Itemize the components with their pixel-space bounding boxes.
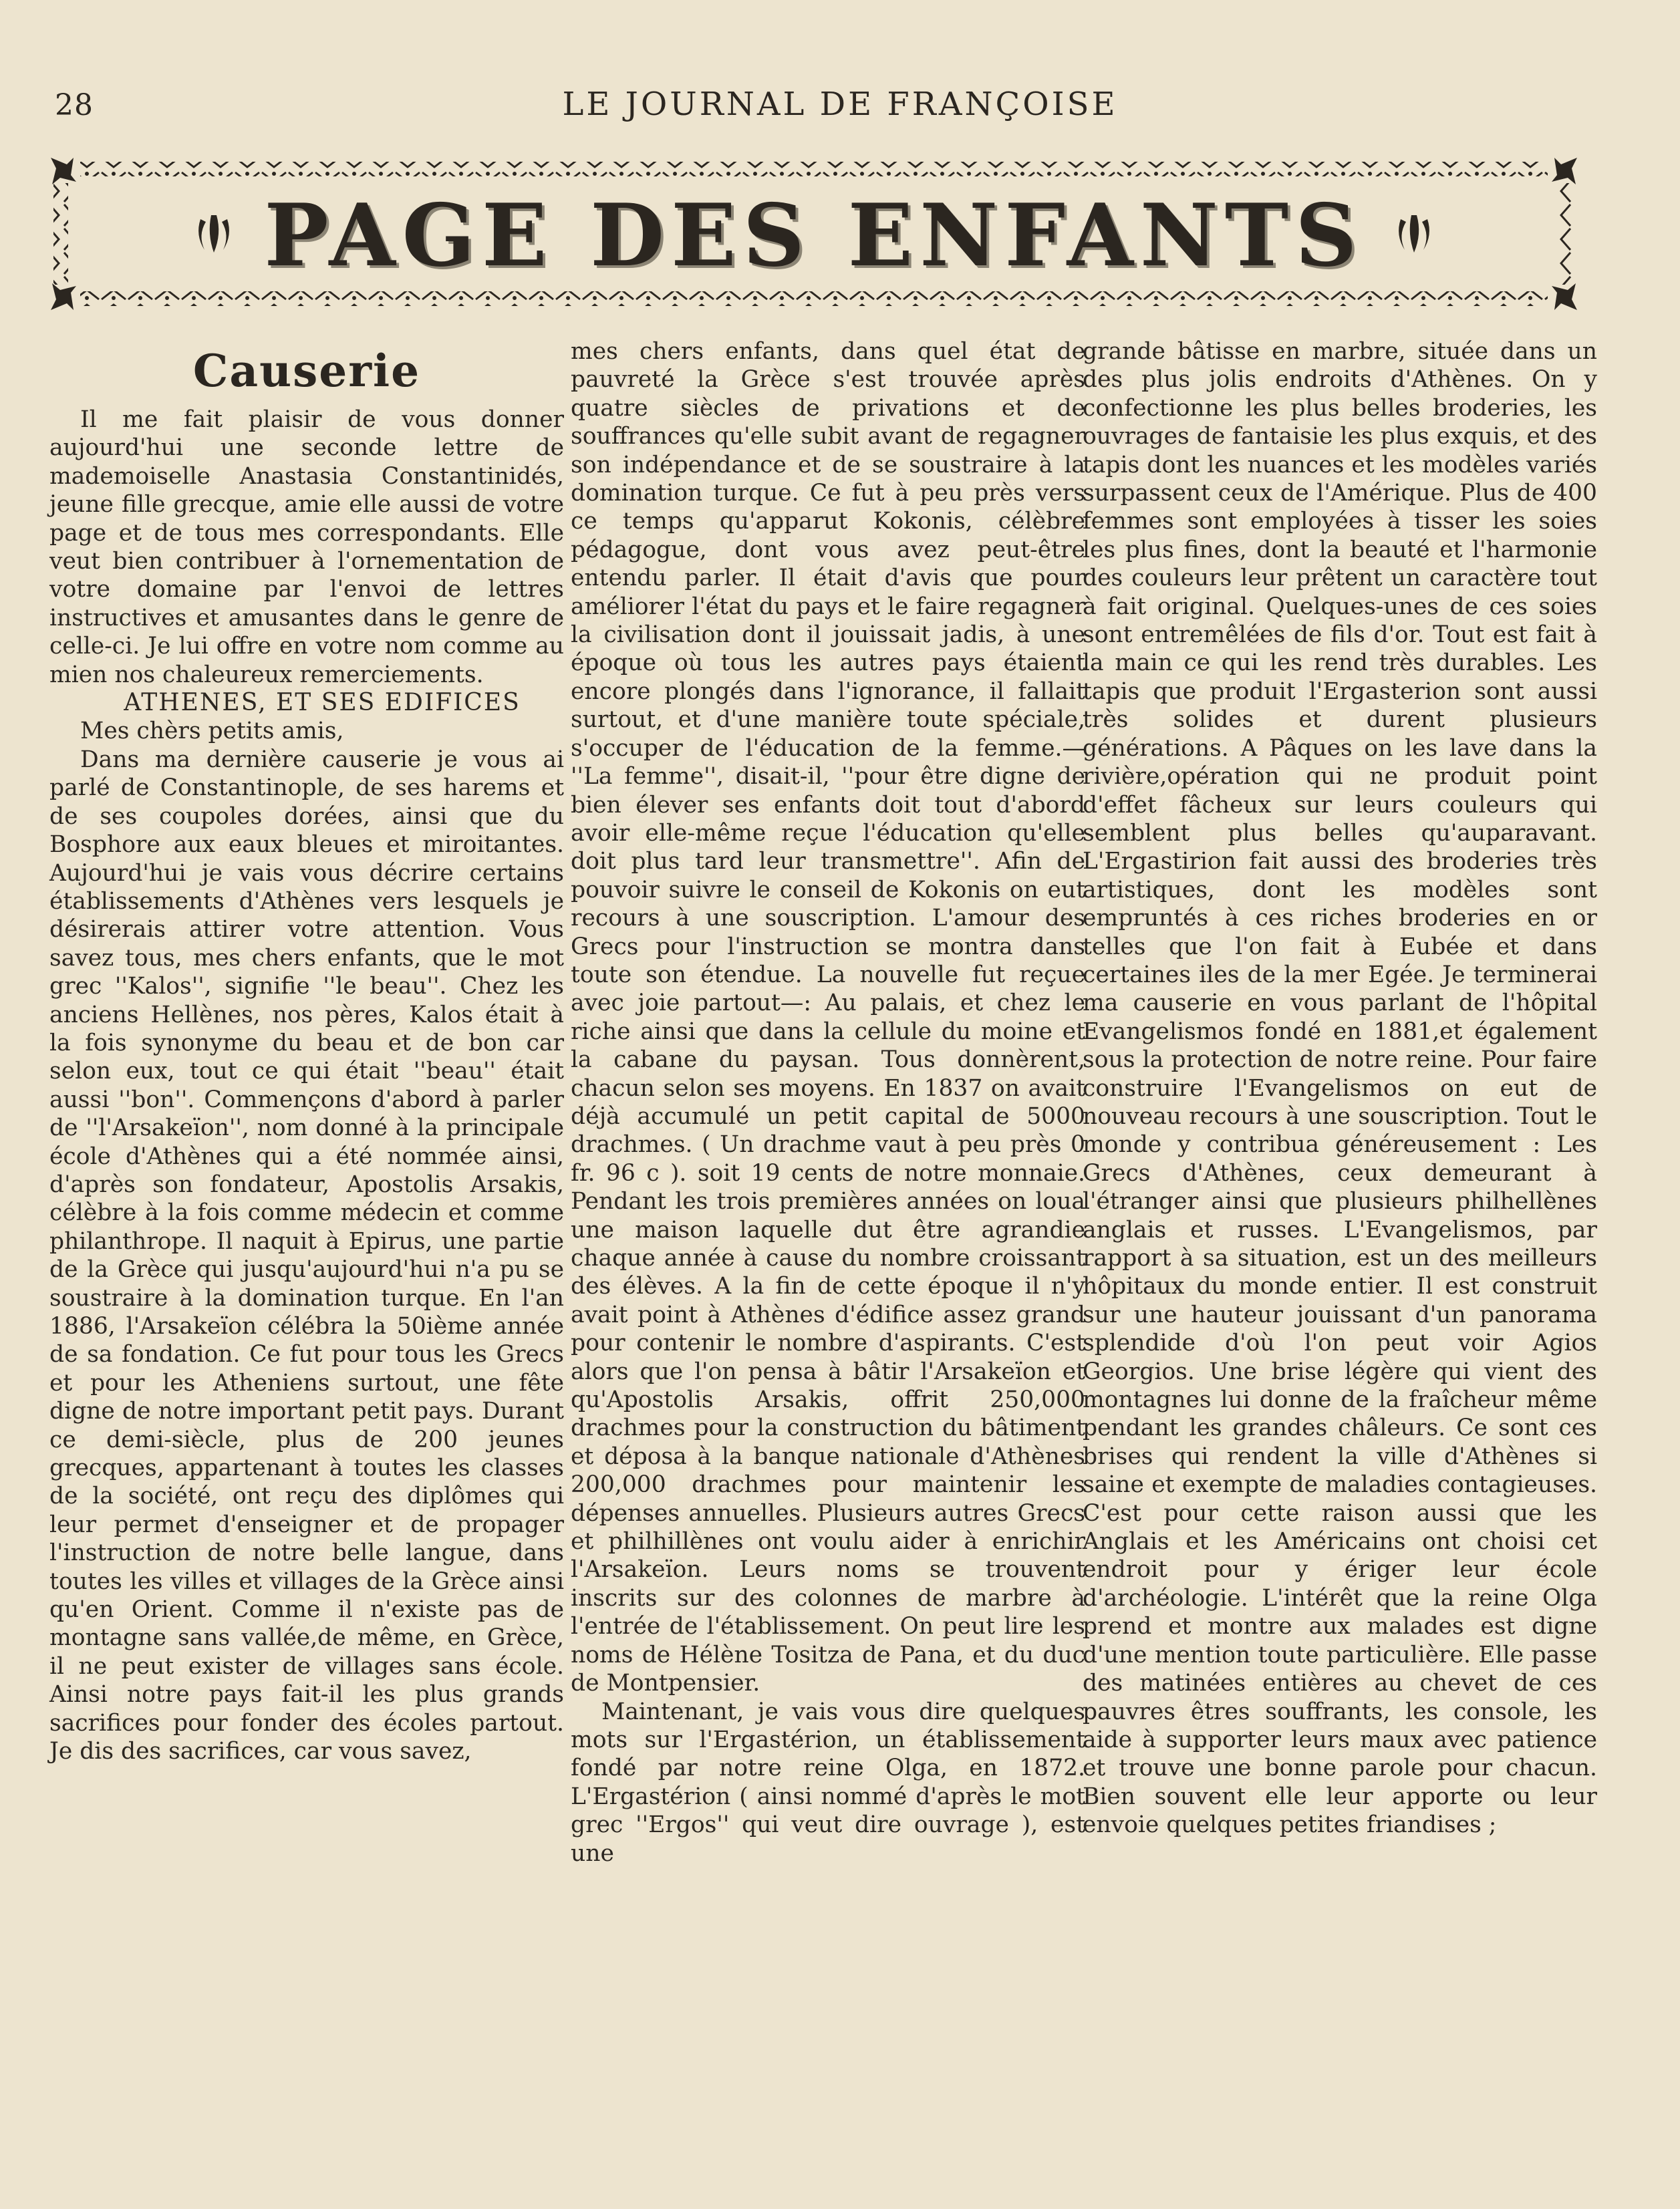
page-heading: PAGE DES ENFANTS [264, 186, 1364, 286]
body-paragraph: Dans ma dernière causerie je vous ai parlé de Constantinople, de ses harems et de ses coupoles dorées, ainsi que du Bosphore aux eaux bleues et miroitantes. Aujourd'hui je vais vous décrire certains établissements d'Athènes vers lesquels je désirerais attirer votre attention. Vous savez tous, mes chers enfants, que le mot grec ''Kalos'', signifie ''le beau''. Chez les anciens Hellènes, nos pères, Kalos était à la fois synonyme du beau et de bon car selon eux, tout ce qui était ''beau'' était aussi ''bon''. Commençons d'abord à parler de ''l'Arsakeïon'', nom donné à la principale école d'Athènes qui a été nommée ainsi, d'après son fondateur, Apostolis Arsakis, célèbre à la fois comme médecin et comme philanthrope. Il naquit à Epirus, une partie de la Grèce qui jusqu'aujourd'hui n'a pu se soustraire à la domination turque. En l'an 1886, l'Arsakeïon célébra la 50ième année de sa fondation. Ce fut pour tous les Grecs et pour les Atheniens surtout, une fête digne de notre important petit pays. Durant ce demi-siècle, plus de 200 jeunes grecques, appartenant à toutes les classes de la société, ont reçu des diplômes qui leur permet d'enseigner et de propager l'instruction de notre belle langue, dans toutes les villes et villages de la Grèce ainsi qu'en Orient. Comme il n'existe pas de montagne sans vallée,de même, en Grèce, il ne peut exister de villages sans école. Ainsi notre pays fait-il les plus grands sacrifices pour fonder des écoles partout. Je dis des sacrifices, car vous savez, [49, 746, 564, 1765]
letter-salutation: Mes chèrs petits amis, [80, 718, 344, 745]
body-paragraph: mes chers enfants, dans quel état de pauvreté la Grèce s'est trouvée après quatre siècles de privations et de souffrances qu'elle subit avant de regagner son indépendance et de se soustraire à la domination turque. Ce fut à peu près vers ce temps qu'apparut Kokonis, célèbre pédagogue, dont vous avez peut-être entendu parler. Il était d'avis que pour améliorer l'état du pays et le faire regagner la civilisation dont il jouissait jadis, à une époque où tous les autres pays étaient encore plongés dans l'ignorance, il fallait surtout, et d'une manière toute spéciale, s'occuper de l'éducation de la femme.— ''La femme'', disait-il, ''pour être digne de bien élever ses enfants doit tout d'abord avoir elle-même reçue l'éducation qu'elle doit plus tard leur transmettre''. Afin de pouvoir suivre le conseil de Kokonis on eut recours à une souscription. L'amour des Grecs pour l'instruction se montra dans toute son étendue. La nouvelle fut reçue avec joie partout—: Au palais, et chez le riche ainsi que dans la cellule du moine et la cabane du paysan. Tous donnèrent, chacun selon ses moyens. En 1837 on avait déjà accumulé un petit capital de 5000 drachmes. ( Un drachme vaut à peu près 0 fr. 96 c ). soit 19 cents de notre monnaie. Pendant les trois premières années on loua une maison laquelle dut être agrandie chaque année à cause du nombre croissant des élèves. A la fin de cette époque il n'y avait point à Athènes d'édifice assez grand pour contenir le nombre d'aspirants. C'est alors que l'on pensa à bâtir l'Arsakeïon et qu'Apostolis Arsakis, offrit 250,000 drachmes pour la construction du bâtiment et déposa à la banque nationale d'Athènes 200,000 drachmes pour maintenir les dépenses annuelles. Plusieurs autres Grecs et philhillènes ont voulu aider à enrichir l'Arsakeïon. Leurs noms se trouvent inscrits sur des colonnes de marbre à l'entrée de l'établissement. On peut lire les noms de Hélène Tositza de Pana, et du duc de Montpensier. [571, 338, 1085, 1697]
article-heading: Causerie [192, 345, 421, 397]
text-column-2 [571, 337, 1085, 1868]
bottom-border-chain [80, 291, 1548, 306]
intro-paragraph: Il me fait plaisir de vous donner aujourd'hui une seconde lettre de mademoiselle Anastasia Constantinidés, jeune fille grecque, amie elle aussi de votre page et de tous mes correspondants. Elle veut bien contribuer à l'ornementation de votre domaine par l'envoi de lettres instructives et amusantes dans le genre de celle-ci. Je lui offre en votre nom comme au mien nos chaleureux remerciements. [49, 406, 564, 688]
letter-subheading: ATHENES, ET SES EDIFICES [124, 689, 521, 717]
text-column-3 [1083, 337, 1597, 1839]
title-banner [47, 155, 1581, 313]
text-column-1 [49, 337, 564, 1766]
running-head: LE JOURNAL DE FRANÇOISE [562, 86, 1118, 123]
page-number: 28 [55, 88, 94, 122]
top-border-chain [80, 162, 1548, 176]
body-paragraph: Maintenant, je vais vous dire quelques mots sur l'Ergastérion, un établissement fondé par notre reine Olga, en 1872. L'Ergastérion ( ainsi nommé d'après le mot grec ''Ergos'' qui veut dire ouvrage ), est une [571, 1698, 1085, 1867]
body-paragraph: grande bâtisse en marbre, située dans un des plus jolis endroits d'Athènes. On y confectionne les plus belles broderies, les ouvrages de fantaisie les plus exquis, et des tapis dont les nuances et les modèles variés surpassent ceux de l'Amérique. Plus de 400 femmes sont employées à tisser les soies les plus fines, dont la beauté et l'harmonie des couleurs leur prêtent un caractère tout à fait original. Quelques-unes de ces soies sont entremêlées de fils d'or. Tout est fait à la main ce qui les rend très durables. Les tapis que produit l'Ergasterion sont aussi très solides et durent plusieurs générations. A Pâques on les lave dans la rivière,opération qui ne produit point d'effet fâcheux sur leurs couleurs qui semblent plus belles qu'auparavant. L'Ergastirion fait aussi des broderies très artistiques, dont les modèles sont empruntés à ces riches broderies en or telles que l'on fait à Eubée et dans certaines iles de la mer Egée. Je terminerai ma causerie en vous parlant de l'hôpital Evangelismos fondé en 1881,et également sous la protection de notre reine. Pour faire construire l'Evangelismos on eut de nouveau recours à une souscription. Tout le monde y contribua généreusement : Les Grecs d'Athènes, ceux demeurant à l'étranger ainsi que plusieurs philhellènes anglais et russes. L'Evangelismos, par rapport à sa situation, est un des meilleurs hôpitaux du monde entier. Il est construit sur une hauteur jouissant d'un panorama splendide d'où l'on peut voir Agios Georgios. Une brise légère qui vient des montagnes lui donne de la fraîcheur même pendant les grandes châleurs. Ce sont ces brises qui rendent la ville d'Athènes si saine et exempte de maladies contagieuses. C'est pour cette raison aussi que les Anglais et les Américains ont choisi cet endroit pour y ériger leur école d'archéologie. L'intérêt que la reine Olga prend et montre aux malades est digne d'une mention toute particulière. Elle passe des matinées entières au chevet de ces pauvres êtres souffrants, les console, les aide à supporter leurs maux avec patience et trouve une bonne parole pour chacun. Bien souvent elle leur apporte ou leur envoie quelques petites friandises ; [1083, 338, 1597, 1839]
